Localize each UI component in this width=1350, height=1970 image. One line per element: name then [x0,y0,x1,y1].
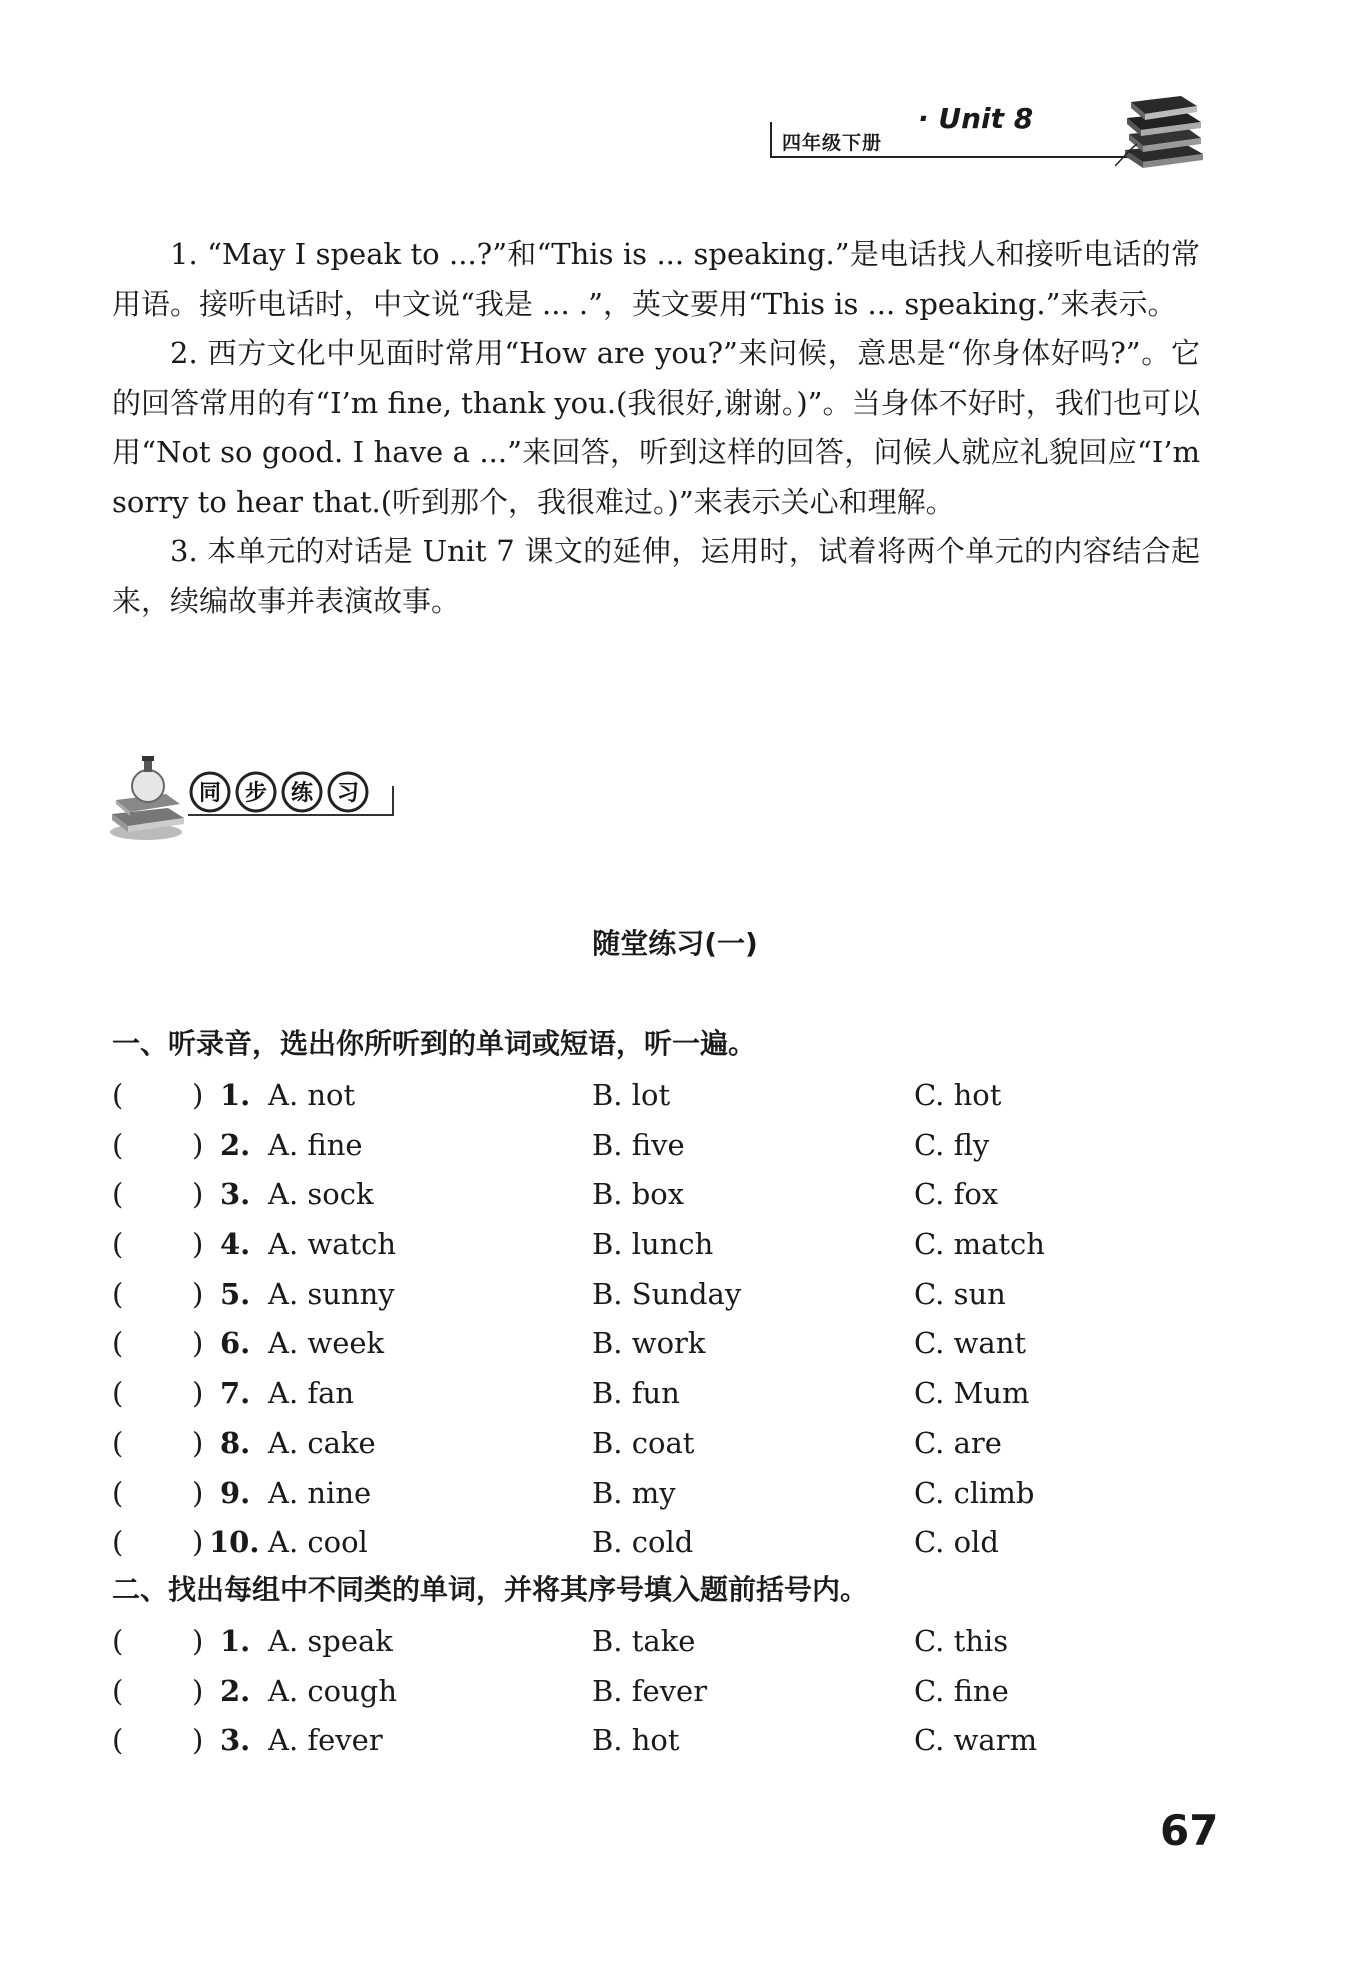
answer-paren-right: ) [192,1127,204,1162]
answer-paren-left: ( [112,1127,124,1162]
question-row [112,1716,1212,1766]
section-2-heading: 二、找出每组中不同类的单词，并将其序号填入题前括号内。 [112,1573,869,1606]
banner-char-3: 练 [290,781,314,806]
page-header [770,92,1210,172]
question-row [112,1220,1212,1270]
header-grade: 四年级下册 [782,132,883,154]
question-row [112,1667,1212,1717]
unit-notes [112,230,1200,626]
option-a: A. not [268,1078,356,1112]
option-b: B. coat [592,1425,695,1460]
question-row [112,1319,1212,1369]
question-number: 6. [220,1326,251,1361]
option-c: C. this [914,1624,1009,1658]
question-number: 8. [220,1425,251,1460]
answer-paren-right: ) [192,1177,204,1212]
answer-paren-left: ( [112,1326,124,1361]
option-b: B. lunch [592,1227,714,1262]
question-row [112,1617,1212,1667]
answer-paren-left: ( [112,1425,124,1460]
page-number: 67 [1160,1806,1219,1855]
option-b: B. fever [592,1673,708,1708]
option-b: B. fun [592,1376,680,1411]
question-row [112,1170,1212,1220]
question-number: 3. [220,1723,251,1758]
option-c: C. hot [914,1078,1002,1112]
option-a: A. speak [268,1624,393,1658]
option-c: C. old [914,1525,999,1560]
book-lamp-icon [108,752,188,842]
question-row [112,1469,1212,1519]
answer-paren-left: ( [112,1177,124,1212]
question-row [112,1071,1212,1121]
option-c: C. match [914,1227,1045,1262]
question-number: 5. [220,1276,251,1311]
sync-practice-banner [108,752,398,842]
option-b: B. take [592,1624,696,1658]
note-3: 3. 本单元的对话是 Unit 7 课文的延伸，运用时，试着将两个单元的内容结合起来，续编故事并表演故事。 [112,534,1200,618]
header-rule [770,156,1130,158]
option-b: B. Sunday [592,1276,742,1311]
option-c: C. warm [914,1723,1038,1758]
answer-paren-left: ( [112,1078,124,1112]
question-row [112,1369,1212,1419]
answer-paren-left: ( [112,1525,124,1560]
question-number: 10. [209,1525,260,1560]
option-c: C. sun [914,1276,1006,1311]
option-c: C. fine [914,1673,1009,1708]
option-c: C. fly [914,1127,990,1162]
option-c: C. want [914,1326,1027,1361]
option-a: A. cough [268,1673,397,1708]
answer-paren-right: ) [192,1673,204,1708]
exercise-title: 随堂练习(一) [592,927,758,960]
banner-char-2: 步 [244,781,268,806]
question-number: 1. [220,1624,251,1658]
option-b: B. cold [592,1525,694,1560]
question-row [112,1121,1212,1171]
answer-paren-left: ( [112,1475,124,1510]
question-number: 1. [220,1078,251,1112]
option-a: A. watch [268,1227,397,1262]
question-row [112,1518,1212,1568]
answer-paren-right: ) [192,1425,204,1460]
answer-paren-right: ) [192,1723,204,1758]
note-2: 2. 西方文化中见面时常用“How are you?”来问候，意思是“你身体好吗?”。它的回答常用的有“I’m fine, thank you.(我很好,谢谢。)”。当身体不好时，我们也可以用“Not so good. I have a ...”来回答，听到这样的回答，问候人就应礼貌回应“I’m sorry to hear that.(听到那个，我很难过。)”来表示关心和理解。 [112,336,1200,519]
option-b: B. hot [592,1723,680,1758]
option-c: C. climb [914,1475,1035,1510]
answer-paren-right: ) [192,1525,204,1560]
banner-char-1: 同 [198,781,222,806]
section-1-heading: 一、听录音，选出你所听到的单词或短语，听一遍。 [112,1027,757,1060]
option-c: C. Mum [914,1376,1030,1411]
question-number: 2. [220,1127,251,1162]
answer-paren-left: ( [112,1376,124,1411]
answer-paren-left: ( [112,1276,124,1311]
section-1-questions [112,1071,1212,1568]
question-number: 7. [220,1376,251,1411]
option-a: A. fine [268,1127,363,1162]
header-unit: · Unit 8 [918,102,1034,135]
option-a: A. sock [268,1177,374,1212]
option-c: C. fox [914,1177,999,1212]
banner-rule-cap [392,786,394,814]
question-row [112,1419,1212,1469]
note-1: 1. “May I speak to ...?”和“This is ... speaking.”是电话找人和接听电话的常用语。接听电话时，中文说“我是 ... .”，英文要用“This is ... speaking.”来表示。 [112,237,1200,321]
option-a: A. sunny [268,1276,395,1311]
answer-paren-right: ) [192,1227,204,1262]
option-b: B. work [592,1326,706,1361]
option-c: C. are [914,1425,1002,1460]
header-rule-cap [770,122,772,156]
option-b: B. box [592,1177,685,1212]
answer-paren-left: ( [112,1673,124,1708]
option-b: B. my [592,1475,676,1510]
section-2-questions [112,1617,1212,1766]
option-a: A. week [268,1326,385,1361]
answer-paren-left: ( [112,1723,124,1758]
question-number: 4. [220,1227,251,1262]
answer-paren-right: ) [192,1326,204,1361]
option-a: A. cake [268,1425,376,1460]
answer-paren-right: ) [192,1624,204,1658]
answer-paren-right: ) [192,1475,204,1510]
question-number: 3. [220,1177,251,1212]
question-number: 9. [220,1475,251,1510]
question-row [112,1270,1212,1320]
answer-paren-left: ( [112,1227,124,1262]
option-b: B. five [592,1127,685,1162]
answer-paren-right: ) [192,1376,204,1411]
answer-paren-right: ) [192,1276,204,1311]
stacked-books-icon [1115,92,1205,170]
answer-paren-left: ( [112,1624,124,1658]
option-a: A. fan [268,1376,355,1411]
option-a: A. nine [268,1475,372,1510]
option-a: A. cool [268,1525,368,1560]
banner-char-4: 习 [336,781,360,806]
option-b: B. lot [592,1078,671,1112]
answer-paren-right: ) [192,1078,204,1112]
option-a: A. fever [268,1723,383,1758]
question-number: 2. [220,1673,251,1708]
banner-badges [188,770,388,820]
